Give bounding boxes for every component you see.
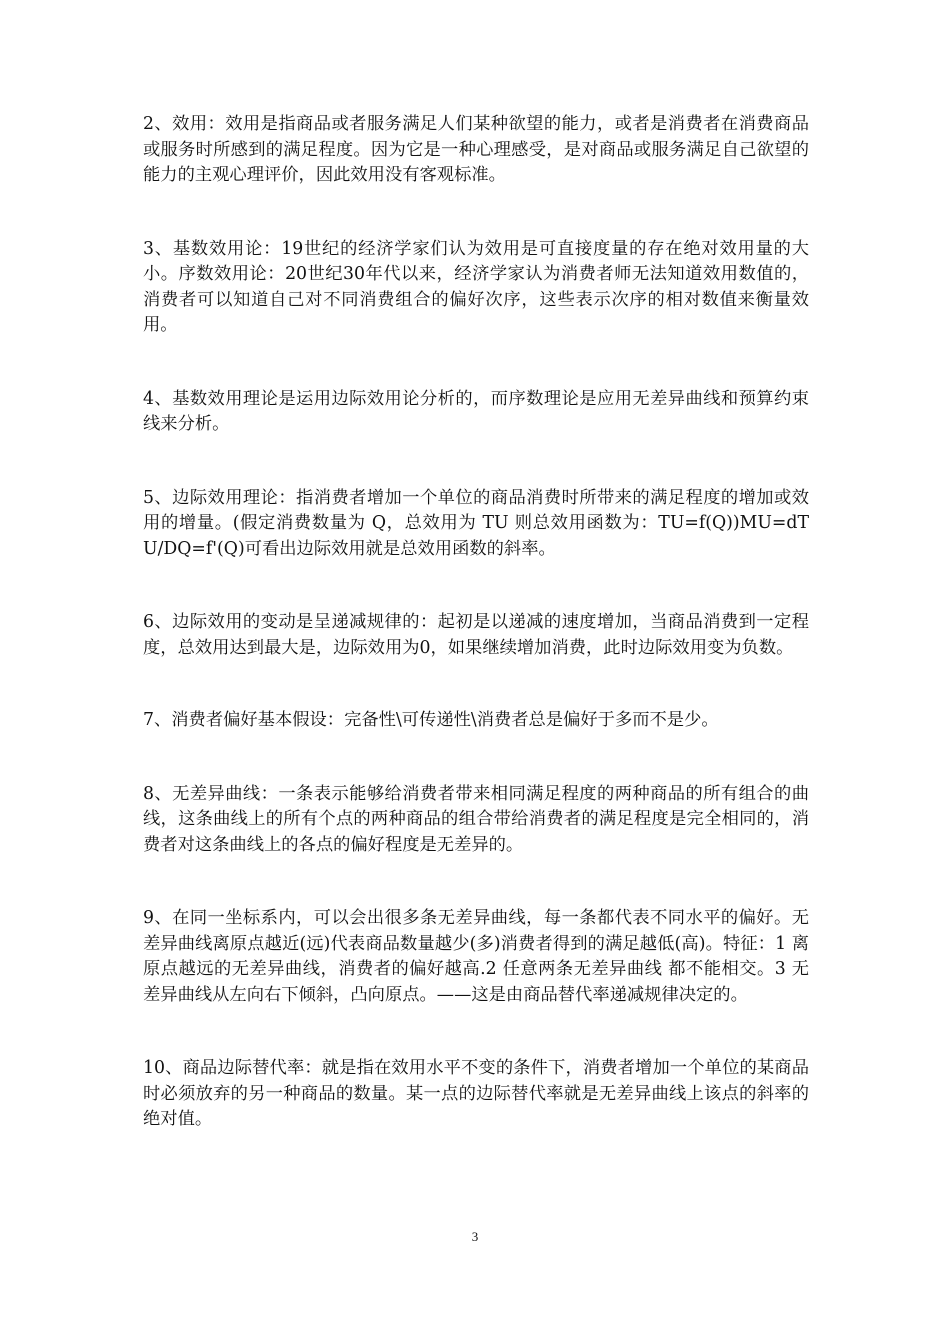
document-body bbox=[143, 112, 809, 1133]
paragraph-utility: 2、效用：效用是指商品或者服务满足人们某种欲望的能力，或者是消费者在消费商品或服务时所感到的满足程度。因为它是一种心理感受，是对商品或服务满足自己欲望的能力的主观心理评价，因此效用没有客观标准。 bbox=[143, 114, 809, 185]
paragraph-indifference-curve-features: 9、在同一坐标系内，可以会出很多条无差异曲线，每一条都代表不同水平的偏好。无差异曲线离原点越近(远)代表商品数量越少(多)消费者得到的满足越低(高)。特征：1 离原点越远的无差异曲线，消费者的偏好越高.2 任意两条无差异曲线 都不能相交。3 无差异曲线从左向右下倾斜，凸向原点。——这是由商品替代率递减规律决定的。 bbox=[143, 908, 809, 1005]
paragraph-preference-assumptions: 7、消费者偏好基本假设：完备性\可传递性\消费者总是偏好于多而不是少。 bbox=[143, 710, 719, 730]
paragraph-marginal-rate-of-substitution: 10、商品边际替代率：就是指在效用水平不变的条件下，消费者增加一个单位的某商品时必须放弃的另一种商品的数量。某一点的边际替代率就是无差异曲线上该点的斜率的绝对值。 bbox=[143, 1058, 809, 1129]
paragraph-indifference-curve: 8、无差异曲线：一条表示能够给消费者带来相同满足程度的两种商品的所有组合的曲线，这条曲线上的所有个点的两种商品的组合带给消费者的满足程度是完全相同的，消费者对这条曲线上的各点的偏好程度是无差异的。 bbox=[143, 783, 809, 855]
page-number: 3 bbox=[471, 1229, 479, 1244]
paragraph-diminishing-marginal-utility: 6、边际效用的变动是呈递减规律的：起初是以递减的速度增加，当商品消费到一定程度，总效用达到最大是，边际效用为0，如果继续增加消费，此时边际效用变为负数。 bbox=[143, 612, 809, 658]
paragraph-analysis-methods: 4、基数效用理论是运用边际效用论分析的，而序数理论是应用无差异曲线和预算约束线来分析。 bbox=[143, 388, 809, 434]
paragraph-cardinal-ordinal-utility: 3、基数效用论：19世纪的经济学家们认为效用是可直接度量的存在绝对效用量的大小。序数效用论：20世纪30年代以来，经济学家认为消费者师无法知道效用数值的，消费者可以知道自己对不同消费组合的偏好次序，这些表示次序的相对数值来衡量效用。 bbox=[143, 238, 809, 335]
paragraph-marginal-utility: 5、边际效用理论：指消费者增加一个单位的商品消费时所带来的满足程度的增加或效用的增量。(假定消费数量为 Q，总效用为 TU 则总效用函数为：TU=f(Q))MU=dTU/DQ=f'(Q)可看出边际效用就是总效用函数的斜率。 bbox=[143, 487, 809, 559]
